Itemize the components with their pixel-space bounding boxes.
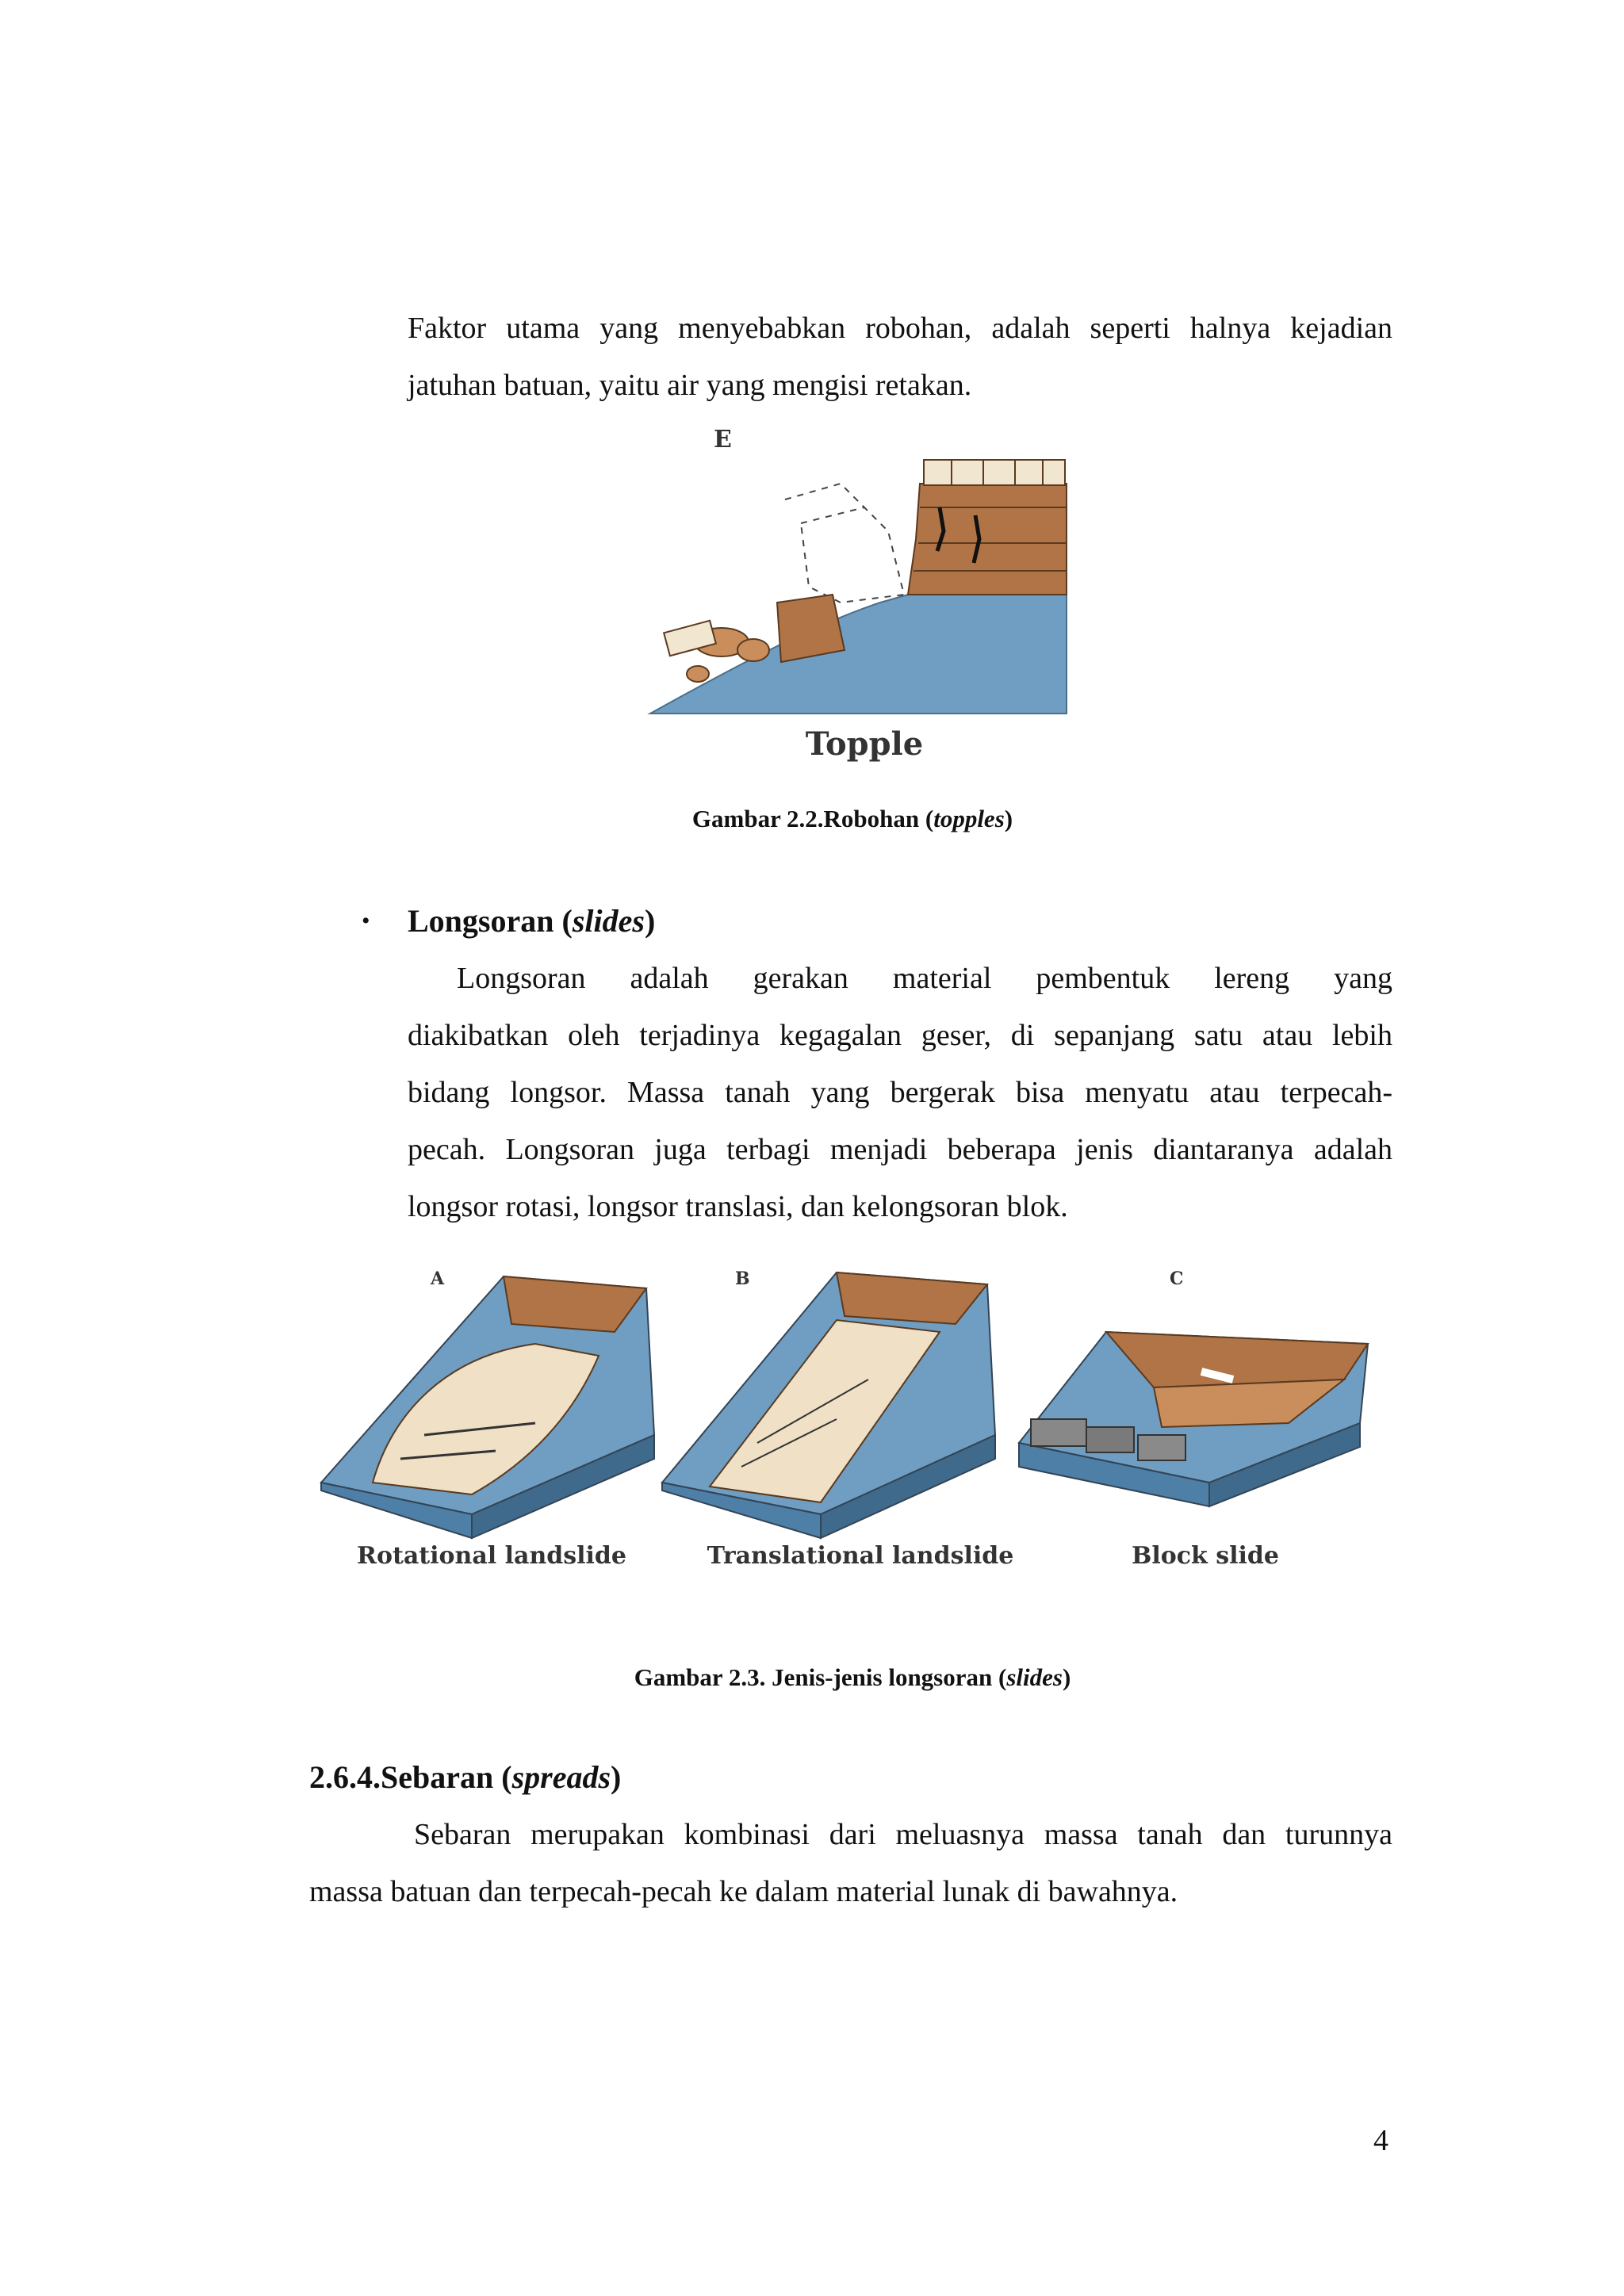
figure-label: Block slide <box>1131 1542 1280 1570</box>
svg-text:B: B <box>735 1269 750 1289</box>
paragraph-line: jatuhan batuan, yaitu air yang mengisi retakan. <box>408 369 972 402</box>
svg-text:C: C <box>1170 1269 1184 1289</box>
paragraph-line: diakibatkan oleh terjadinya kegagalan geser, di sepanjang satu atau lebih <box>408 1019 1392 1052</box>
longsoran-paragraph <box>408 950 1392 1235</box>
page-number: 4 <box>1373 2124 1388 2157</box>
paragraph-line: Faktor utama yang menyebabkan robohan, adalah seperti halnya kejadian <box>408 312 1392 345</box>
paragraph-line: Sebaran merupakan kombinasi dari meluasnya massa tanah dan turunnya <box>414 1818 1392 1851</box>
paragraph-line: bidang longsor. Massa tanah yang bergerak bisa menyatu atau terpecah- <box>408 1076 1392 1109</box>
slides-figure <box>313 1253 1392 1586</box>
paragraph-line: longsor rotasi, longsor translasi, dan kelongsoran blok. <box>408 1190 1068 1223</box>
block-slide-panel <box>1019 1269 1368 1506</box>
bullet-marker: • <box>362 908 370 934</box>
section-heading: 2.6.4.Sebaran (spreads) <box>309 1759 622 1795</box>
top-paragraph <box>408 300 1392 414</box>
section-heading: Longsoran (slides) <box>408 903 656 939</box>
rotational-landslide-panel <box>321 1269 654 1538</box>
sebaran-paragraph <box>309 1806 1392 1920</box>
figure-label: Topple <box>805 725 924 763</box>
figure-caption: Gambar 2.2.Robohan (topples) <box>691 805 1013 832</box>
figure-caption: Gambar 2.3. Jenis-jenis longsoran (slides) <box>634 1663 1071 1691</box>
figure-panel-letter: E <box>714 426 732 453</box>
paragraph-line: massa batuan dan terpecah-pecah ke dalam material lunak di bawahnya. <box>309 1875 1178 1908</box>
topple-figure <box>603 412 1078 777</box>
translational-landslide-panel <box>662 1269 995 1538</box>
paragraph-line: pecah. Longsoran juga terbagi menjadi beberapa jenis diantaranya adalah <box>408 1133 1392 1166</box>
figure-label: Rotational landslide <box>357 1542 626 1570</box>
paragraph-line: Longsoran adalah gerakan material pembentuk lereng yang <box>457 962 1392 995</box>
svg-text:A: A <box>431 1269 445 1289</box>
figure-label: Translational landslide <box>707 1542 1014 1570</box>
